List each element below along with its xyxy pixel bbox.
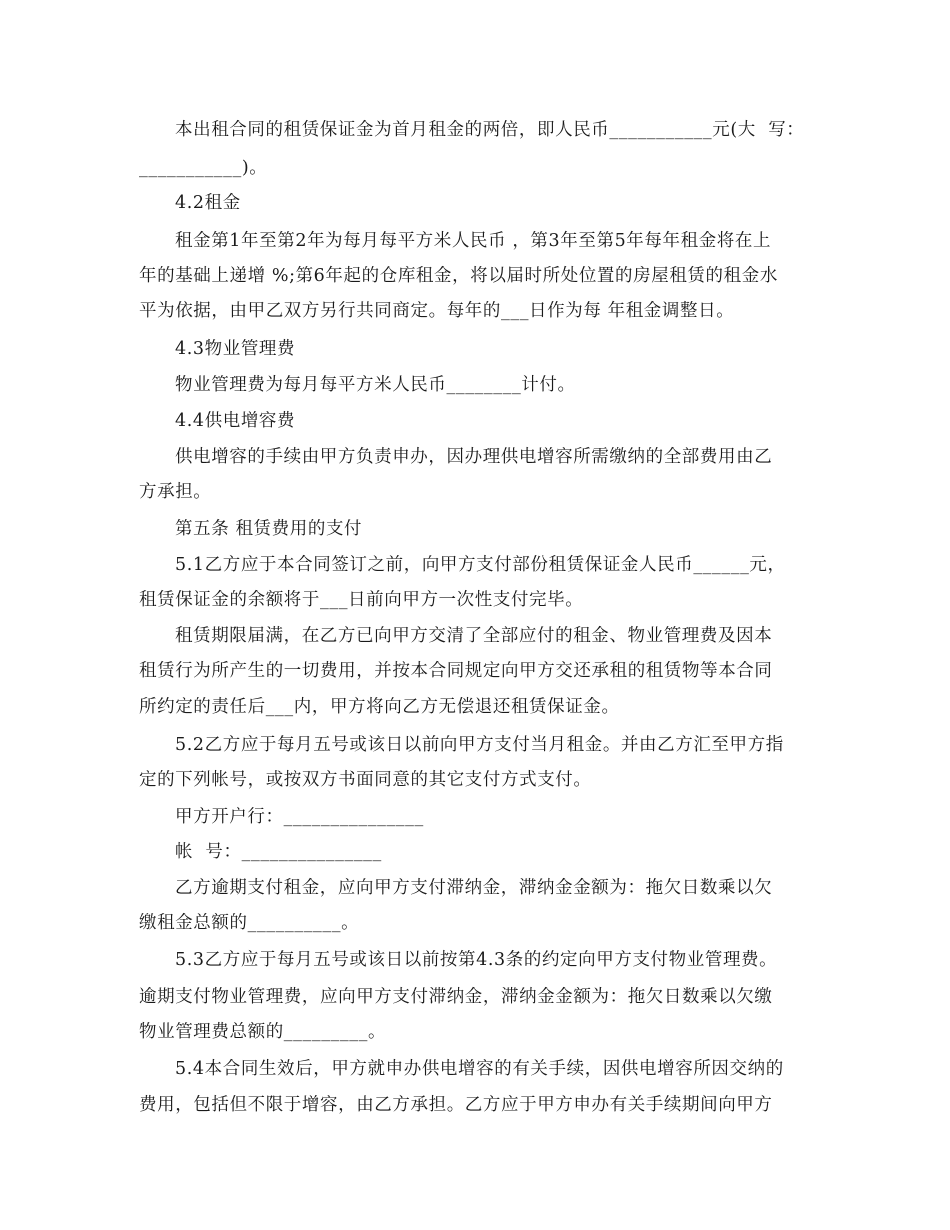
text-line: 定的下列帐号，或按双方书面同意的其它支付方式支付。 (139, 770, 592, 790)
bank-name-field: 甲方开户行：_______________ (175, 807, 424, 827)
text-line: 平为依据，由甲乙双方另行共同商定。每年的___日作为每 年租金调整日。 (139, 301, 735, 321)
text-line: 租赁行为所产生的一切费用，并按本合同规定向甲方交还承租的租赁物等本合同 (139, 661, 773, 681)
text-line: 租赁期限届满，在乙方已向甲方交清了全部应付的租金、物业管理费及因本 (175, 626, 773, 646)
account-number-field: 帐 号：_______________ (175, 842, 382, 862)
text-line: 物业管理费总额的_________。 (139, 1022, 387, 1042)
text-line: 乙方逾期支付租金，应向甲方支付滞纳金，滞纳金金额为：拖欠日数乘以欠 (175, 878, 773, 898)
text-line: 5.2乙方应于每月五号或该日以前向甲方支付当月租金。并由乙方汇至甲方指 (175, 735, 784, 755)
text-line: 5.1乙方应于本合同签订之前，向甲方支付部份租赁保证金人民币______元， (175, 555, 786, 575)
text-line: 所约定的责任后___内，甲方将向乙方无偿退还租赁保证金。 (139, 697, 620, 717)
text-line: 租金第1年至第2年为每月每平方米人民币 ，第3年至第5年每年租金将在上 (175, 231, 772, 251)
section-heading: 4.3物业管理费 (175, 339, 296, 359)
text-line: 费用，包括但不限于增容，由乙方承担。乙方应于甲方申办有关手续期间向甲方 (139, 1095, 773, 1115)
section-heading: 4.2租金 (175, 193, 241, 213)
text-line: 缴租金总额的__________。 (139, 913, 360, 933)
text-line: 供电增容的手续由甲方负责申办，因办理供电增容所需缴纳的全部费用由乙 (175, 447, 773, 467)
text-line: ___________)。 (139, 158, 268, 178)
text-line: 5.4本合同生效后，甲方就申办供电增容的有关手续，因供电增容所因交纳的 (175, 1059, 784, 1079)
text-line: 物业管理费为每月每平方米人民币________计付。 (175, 375, 576, 395)
text-line: 本出租合同的租赁保证金为首月租金的两倍，即人民币___________元(大 写： (175, 120, 805, 140)
article-heading: 第五条 租赁费用的支付 (175, 519, 363, 539)
text-line: 年的基础上递增 %;第6年起的仓库租金，将以届时所处位置的房屋租赁的租金水 (139, 266, 778, 286)
text-line: 逾期支付物业管理费，应向甲方支付滞纳金，滞纳金金额为：拖欠日数乘以欠缴 (139, 987, 773, 1007)
text-line: 方承担。 (139, 482, 212, 502)
text-line: 5.3乙方应于每月五号或该日以前按第4.3条的约定向甲方支付物业管理费。 (175, 950, 778, 970)
text-line: 租赁保证金的余额将于___日前向甲方一次性支付完毕。 (139, 590, 584, 610)
section-heading: 4.4供电增容费 (175, 411, 296, 431)
